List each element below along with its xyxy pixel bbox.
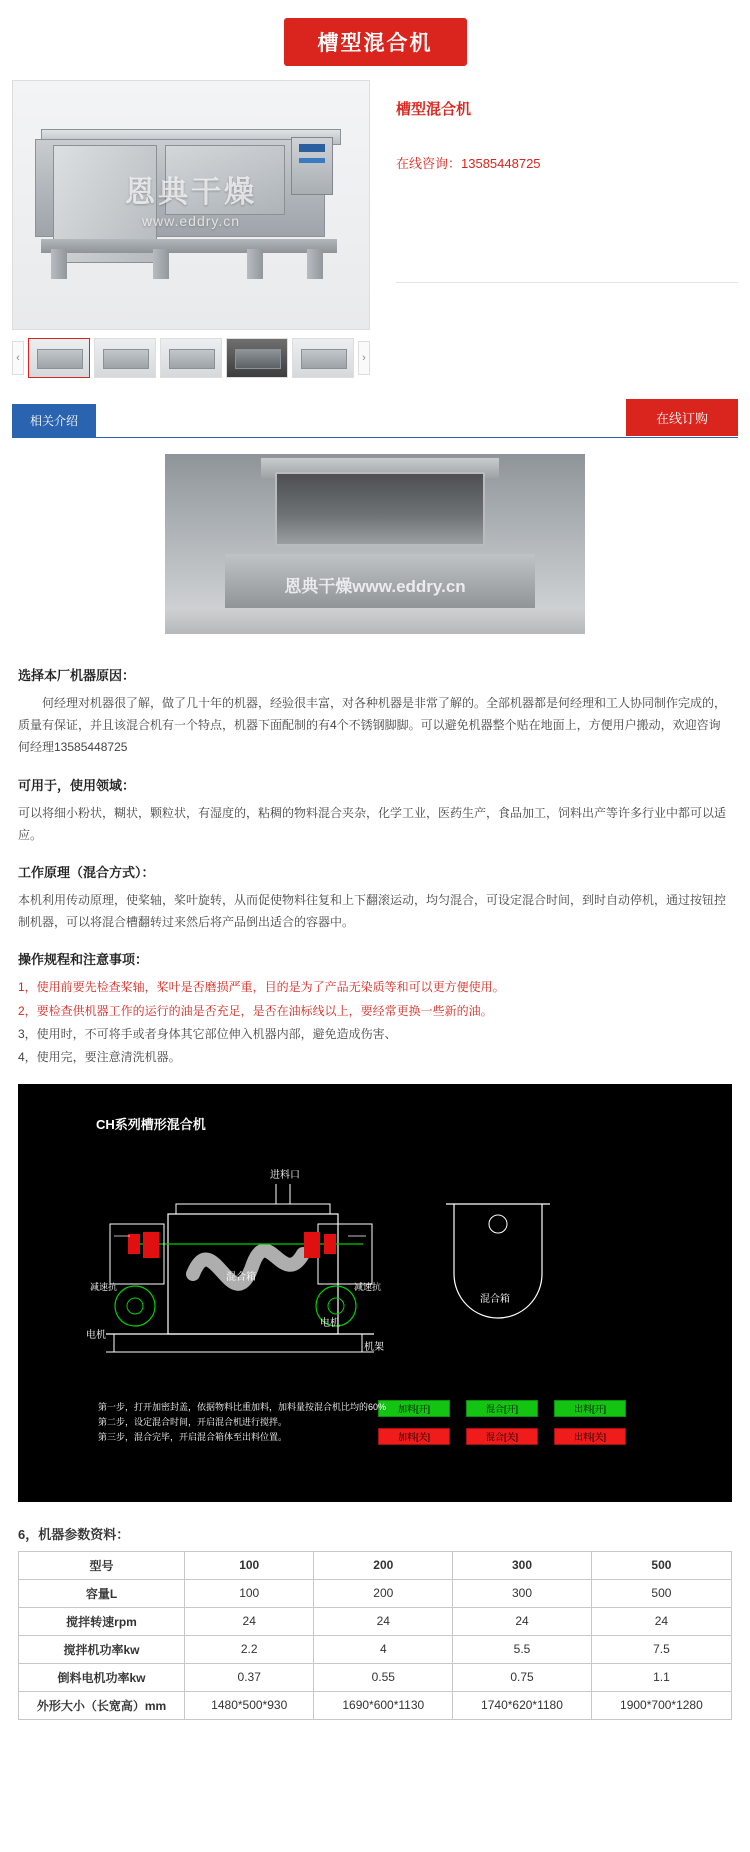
table-row xyxy=(19,1551,732,1579)
diagram-button-discharge-on[interactable]: 出料[开] xyxy=(554,1400,626,1417)
panel-display-secondary xyxy=(299,158,325,163)
product-info xyxy=(370,80,738,426)
cell: 1690*600*1130 xyxy=(314,1691,453,1719)
machine-leg xyxy=(307,249,323,279)
photo-watermark: 恩典干燥www.eddry.cn xyxy=(284,577,466,596)
schematic-diagram xyxy=(18,1084,732,1502)
photo-floor xyxy=(165,608,585,634)
diagram-button-feed-on[interactable]: 加料[开] xyxy=(378,1400,450,1417)
machine-leg xyxy=(153,249,169,279)
cell: 500 xyxy=(591,1551,731,1579)
label-mixing-box: 混合箱 xyxy=(226,1271,256,1283)
thumbnail-shape xyxy=(301,349,347,369)
thumbnail-list xyxy=(28,338,354,378)
diagram-button-feed-off[interactable]: 加料[关] xyxy=(378,1428,450,1445)
thumbnail-item[interactable] xyxy=(94,338,156,378)
thumbnail-shape xyxy=(103,349,149,369)
product-name: 槽型混合机 xyxy=(396,101,472,118)
operation-list xyxy=(18,976,732,1070)
diagram-title: CH系列槽形混合机 xyxy=(96,1116,206,1132)
cell: 2.2 xyxy=(185,1635,314,1663)
detail-photo-wrap xyxy=(0,454,750,639)
diagram-note-line: 第一步，打开加密封盖，依据物料比重加料，加料量按混合机比均的60% xyxy=(98,1401,387,1412)
label-feed-inlet: 进料口 xyxy=(270,1169,300,1181)
params-title: 6，机器参数资料： xyxy=(18,1526,130,1542)
list-item: 4，使用完，要注意清洗机器。 xyxy=(18,1050,181,1065)
table-row xyxy=(19,1691,732,1719)
cell: 100 xyxy=(185,1551,314,1579)
label-mixing-box-side: 混合箱 xyxy=(480,1293,510,1305)
thumbnail-shape xyxy=(37,349,83,369)
cell: 100 xyxy=(185,1579,314,1607)
diagram-button-mix-on[interactable]: 混合[开] xyxy=(466,1400,538,1417)
list-item: 2，要检查供机器工作的运行的油是否充足，是否在油标线以上，要经常更换一些新的油。 xyxy=(18,1003,493,1018)
diagram-button-discharge-off[interactable]: 出料[关] xyxy=(554,1428,626,1445)
diagram-note-line: 第二步，设定混合时间，开启混合机进行搅拌。 xyxy=(98,1417,288,1428)
table-row xyxy=(19,1579,732,1607)
cell: 24 xyxy=(453,1607,592,1635)
detail-photo xyxy=(165,454,585,634)
order-button[interactable]: 在线订购 xyxy=(626,399,738,436)
cell: 0.37 xyxy=(185,1663,314,1691)
section-text-principle: 本机利用传动原理，使桨轴，桨叶旋转，从而促使物料往复和上下翻滚运动，均匀混合，可设定混合时间，到时自动停机，通过按钮控制机器，可以将混合槽翻转过来然后将产品倒出适合的容器中。 xyxy=(18,892,727,930)
panel-display xyxy=(299,144,325,152)
section-title-operation: 操作规程和注意事项： xyxy=(18,952,149,968)
list-item: 3，使用时，不可将手或者身体其它部位伸入机器内部，避免造成伤害、 xyxy=(18,1027,397,1042)
machine-leg xyxy=(51,249,67,279)
row-label: 容量L xyxy=(19,1579,185,1607)
thumbnail-shape xyxy=(169,349,215,369)
order-button-wrap xyxy=(626,399,738,436)
page-title: 槽型混合机 xyxy=(284,18,467,66)
diagram-note-line: 第三步，混合完毕，开启混合箱体至出料位置。 xyxy=(98,1432,288,1443)
gallery-prev-button[interactable]: ‹ xyxy=(12,341,24,375)
cell: 1480*500*930 xyxy=(185,1691,314,1719)
row-label: 倒料电机功率kw xyxy=(19,1663,185,1691)
section-title-usage: 可用于，使用领域： xyxy=(18,777,136,793)
cell: 500 xyxy=(591,1579,731,1607)
params-table xyxy=(18,1551,732,1720)
cell: 1.1 xyxy=(591,1663,731,1691)
photo-trough xyxy=(275,472,485,546)
section-title-reason: 选择本厂机器原因： xyxy=(18,668,136,683)
watermark-brand: 恩典干燥 xyxy=(125,176,257,209)
cell: 4 xyxy=(314,1635,453,1663)
tab-related-intro[interactable]: 相关介绍 xyxy=(12,404,96,437)
main-product-image[interactable] xyxy=(12,80,370,330)
label-motor-right: 电机 xyxy=(320,1317,340,1329)
cell: 300 xyxy=(453,1551,592,1579)
label-frame: 机架 xyxy=(364,1341,384,1353)
cell: 300 xyxy=(453,1579,592,1607)
section-text-reason: 何经理对机器很了解，做了几十年的机器，经验很丰富，对各种机器是非常了解的。全部机器都是何经理和工人协同制作完成的，质量有保证，并且该混合机有一个特点，机器下面配制的有4个不锈钢脚脚。可以避免机器整个贴在地面上，方便用户搬动，欢迎咨询何经理13585448725 xyxy=(18,696,727,755)
gallery-next-button[interactable]: › xyxy=(358,341,370,375)
row-label: 搅拌机功率kw xyxy=(19,1635,185,1663)
cell: 7.5 xyxy=(591,1635,731,1663)
cell: 0.75 xyxy=(453,1663,592,1691)
cell: 1900*700*1280 xyxy=(591,1691,731,1719)
consult-phone: 在线咨询：13585448725 xyxy=(396,156,541,171)
thumbnail-item[interactable] xyxy=(160,338,222,378)
thumbnail-item[interactable] xyxy=(28,338,90,378)
row-label: 搅拌转速rpm xyxy=(19,1607,185,1635)
machine-base xyxy=(41,239,337,253)
product-gallery xyxy=(12,80,370,378)
row-label: 外形大小（长宽高）mm xyxy=(19,1691,185,1719)
table-row xyxy=(19,1635,732,1663)
diagram-button-mix-off[interactable]: 混合[关] xyxy=(466,1428,538,1445)
machine-control-panel xyxy=(291,137,333,195)
diagram-notes xyxy=(98,1400,398,1446)
table-row xyxy=(19,1607,732,1635)
article-content xyxy=(0,645,750,1070)
list-item: 1，使用前要先检查桨轴，桨叶是否磨损严重，目的是为了产品无染质等和可以更方便使用。 xyxy=(18,980,505,995)
machine-lid-right xyxy=(165,145,285,215)
cell: 0.55 xyxy=(314,1663,453,1691)
label-reducer-left: 减速抗 xyxy=(90,1281,118,1292)
machine-leg xyxy=(247,249,263,279)
thumbnail-item[interactable] xyxy=(292,338,354,378)
info-divider xyxy=(396,282,738,283)
thumbnail-shape xyxy=(235,349,281,369)
label-motor-left: 电机 xyxy=(86,1329,106,1341)
section-text-usage: 可以将细小粉状，糊状，颗粒状，有湿度的，粘稠的物料混合夹杂，化学工业，医药生产，食品加工，饲料出产等许多行业中都可以适应。 xyxy=(18,805,727,842)
cell: 5.5 xyxy=(453,1635,592,1663)
machine-illustration xyxy=(35,111,347,279)
thumbnail-strip xyxy=(12,338,370,378)
section-title-principle: 工作原理（混合方式）： xyxy=(18,864,155,880)
watermark-url: www.eddry.cn xyxy=(141,213,241,229)
thumbnail-item[interactable] xyxy=(226,338,288,378)
cell: 200 xyxy=(314,1551,453,1579)
cell: 24 xyxy=(314,1607,453,1635)
label-reducer-right: 减速抗 xyxy=(354,1281,382,1292)
table-row xyxy=(19,1663,732,1691)
page-title-bar xyxy=(0,0,750,80)
cell: 24 xyxy=(185,1607,314,1635)
cell: 24 xyxy=(591,1607,731,1635)
row-label: 型号 xyxy=(19,1551,185,1579)
cell: 200 xyxy=(314,1579,453,1607)
cell: 1740*620*1180 xyxy=(453,1691,592,1719)
